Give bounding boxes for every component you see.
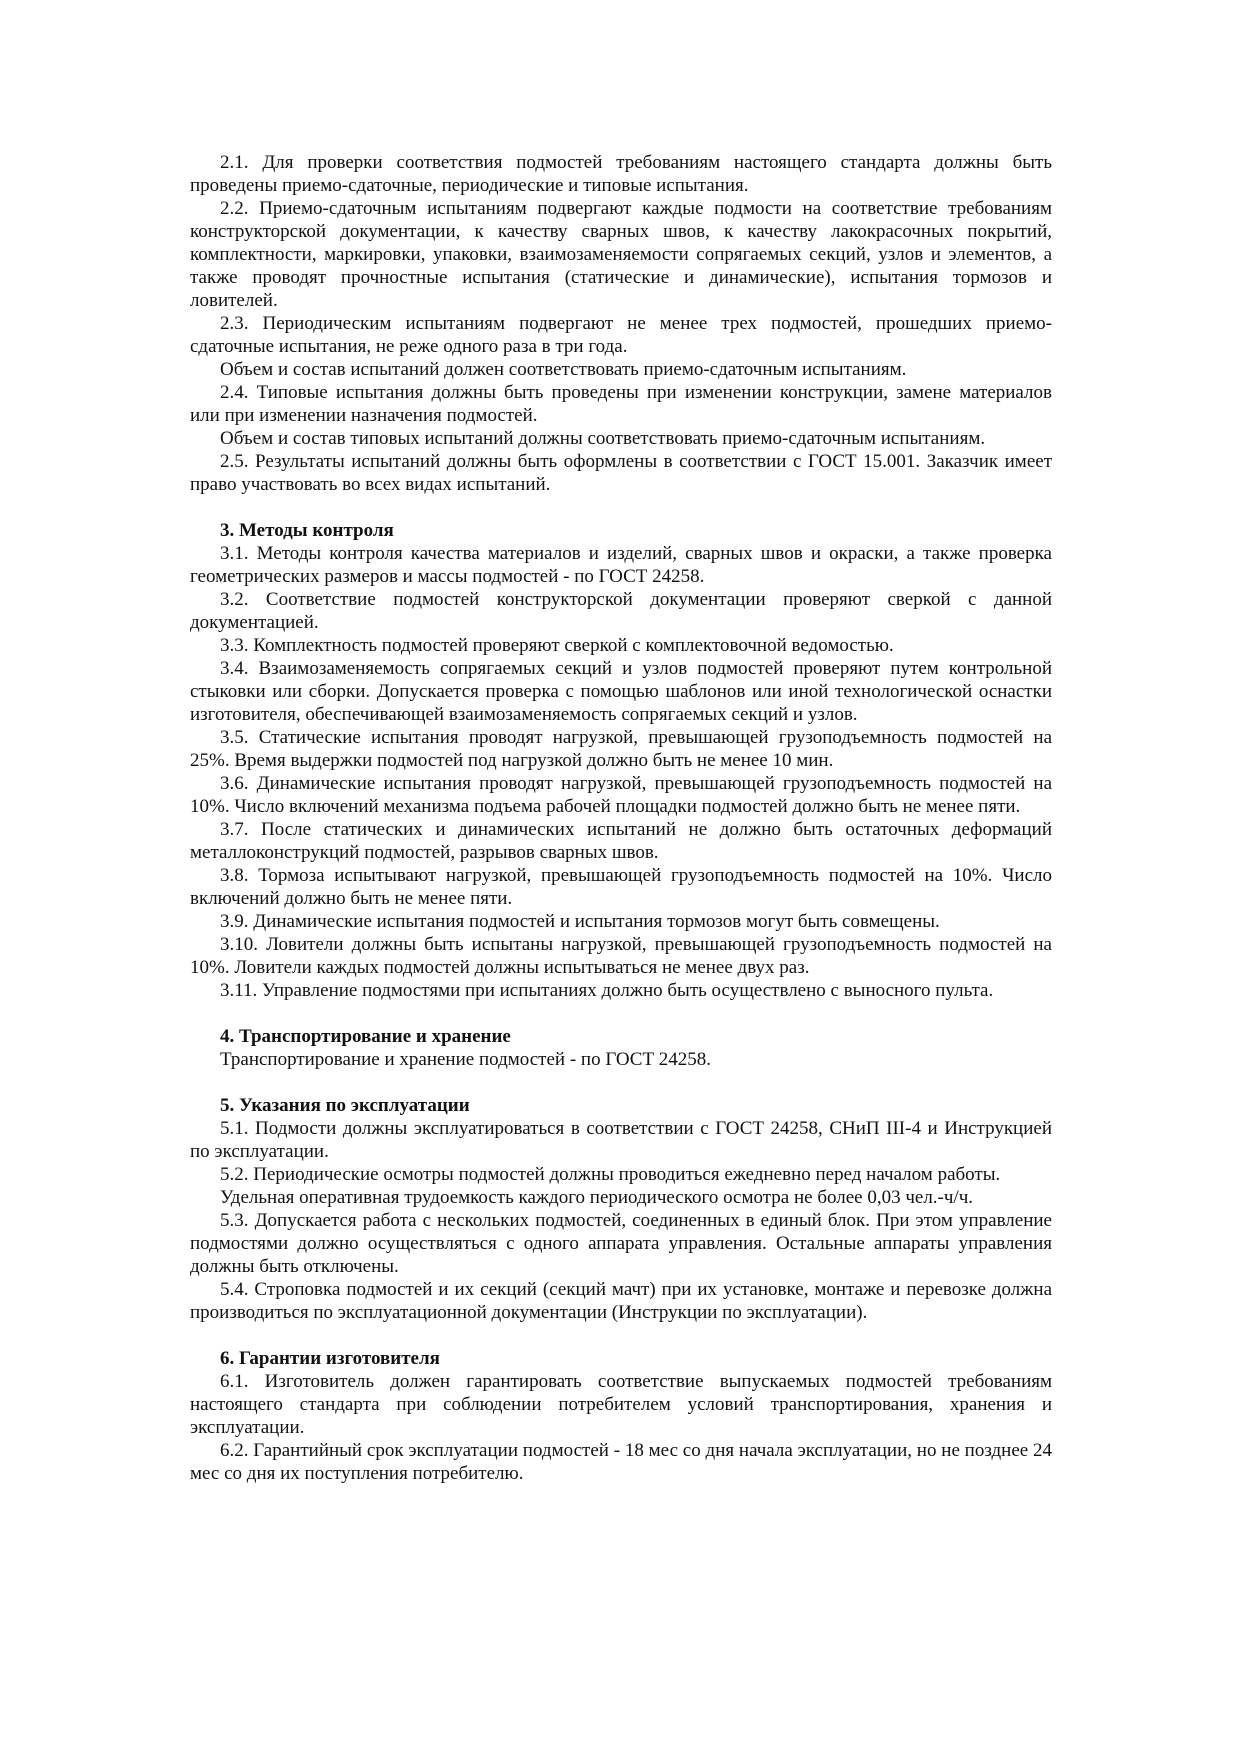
section-2 — [190, 151, 1052, 496]
paragraph-2-3-scope: Объем и состав испытаний должен соответствовать приемо-сдаточным испытаниям. — [220, 359, 907, 380]
paragraph-2-2: 2.2. Приемо-сдаточным испытаниям подвергают каждые подмости на соответствие требованиям конструкторской документации, к качеству сварных швов, к качеству лакокрасочных покрытий, комплектности, маркировки, упаковки, взаимозаменяемости сопрягаемых секций, узлов и элементов, а также проводят прочностные испытания (статические и динамические), испытания тормозов и ловителей. — [190, 198, 1052, 311]
paragraph-3-10: 3.10. Ловители должны быть испытаны нагрузкой, превышающей грузоподъемность подмостей на 10%. Ловители каждых подмостей должны испытываться не менее двух раз. — [190, 934, 1052, 978]
paragraph-5-2: 5.2. Периодические осмотры подмостей должны проводиться ежедневно перед началом работы. — [220, 1164, 1001, 1185]
section-6 — [190, 1347, 1052, 1485]
paragraph-5-2-norm: Удельная оперативная трудоемкость каждого периодического осмотра не более 0,03 чел.-ч/ч. — [220, 1187, 974, 1208]
document-page — [190, 151, 1052, 1485]
paragraph-3-11: 3.11. Управление подмостями при испытаниях должно быть осуществлено с выносного пульта. — [220, 980, 994, 1001]
paragraph-3-5: 3.5. Статические испытания проводят нагрузкой, превышающей грузоподъемность подмостей на 25%. Время выдержки подмостей под нагрузкой должно быть не менее 10 мин. — [190, 727, 1052, 771]
paragraph-2-4-scope: Объем и состав типовых испытаний должны соответствовать приемо-сдаточным испытаниям. — [220, 428, 986, 449]
paragraph-3-6: 3.6. Динамические испытания проводят нагрузкой, превышающей грузоподъемность подмостей на 10%. Число включений механизма подъема рабочей площадки подмостей должно быть не менее пяти. — [190, 773, 1052, 817]
paragraph-3-2: 3.2. Соответствие подмостей конструкторской документации проверяют сверкой с данной документацией. — [190, 589, 1052, 633]
paragraph-6-1: 6.1. Изготовитель должен гарантировать соответствие выпускаемых подмостей требованиям настоящего стандарта при соблюдении потребителем условий транспортирования, хранения и эксплуатации. — [190, 1371, 1052, 1438]
paragraph-2-5: 2.5. Результаты испытаний должны быть оформлены в соответствии с ГОСТ 15.001. Заказчик имеет право участвовать во всех видах испытаний. — [190, 451, 1052, 495]
paragraph-3-4: 3.4. Взаимозаменяемость сопрягаемых секций и узлов подмостей проверяют путем контрольной стыковки или сборки. Допускается проверка с помощью шаблонов или иной технологической оснастки изготовителя, обеспечивающей взаимозаменяемость сопрягаемых секций и узлов. — [190, 658, 1052, 725]
paragraph-5-1: 5.1. Подмости должны эксплуатироваться в соответствии с ГОСТ 24258, СНиП III-4 и Инструкцией по эксплуатации. — [190, 1118, 1052, 1162]
paragraph-2-3: 2.3. Периодическим испытаниям подвергают не менее трех подмостей, прошедших приемо-сдаточные испытания, не реже одного раза в три года. — [190, 313, 1052, 357]
paragraph-2-4: 2.4. Типовые испытания должны быть проведены при изменении конструкции, замене материалов или при изменении назначения подмостей. — [190, 382, 1052, 426]
section-heading: 4. Транспортирование и хранение — [220, 1026, 511, 1047]
section-5 — [190, 1094, 1052, 1324]
section-heading: 6. Гарантии изготовителя — [220, 1348, 440, 1369]
paragraph-5-4: 5.4. Строповка подмостей и их секций (секций мачт) при их установке, монтаже и перевозке должна производиться по эксплуатационной документации (Инструкции по эксплуатации). — [190, 1279, 1052, 1323]
paragraph-3-3: 3.3. Комплектность подмостей проверяют сверкой с комплектовочной ведомостью. — [220, 635, 894, 656]
paragraph-3-7: 3.7. После статических и динамических испытаний не должно быть остаточных деформаций металлоконструкций подмостей, разрывов сварных швов. — [190, 819, 1052, 863]
section-heading: 3. Методы контроля — [220, 520, 394, 541]
paragraph-3-1: 3.1. Методы контроля качества материалов и изделий, сварных швов и окраски, а также проверка геометрических размеров и массы подмостей - по ГОСТ 24258. — [190, 543, 1052, 587]
paragraph-6-2: 6.2. Гарантийный срок эксплуатации подмостей - 18 мес со дня начала эксплуатации, но не позднее 24 мес со дня их поступления потребителю. — [190, 1440, 1052, 1484]
paragraph-3-9: 3.9. Динамические испытания подмостей и испытания тормозов могут быть совмещены. — [220, 911, 940, 932]
paragraph-5-3: 5.3. Допускается работа с нескольких подмостей, соединенных в единый блок. При этом управление подмостями должно осуществляться с одного аппарата управления. Остальные аппараты управления должны быть отключены. — [190, 1210, 1052, 1277]
paragraph-3-8: 3.8. Тормоза испытывают нагрузкой, превышающей грузоподъемность подмостей на 10%. Число включений должно быть не менее пяти. — [190, 865, 1052, 909]
section-3 — [190, 519, 1052, 1002]
paragraph-2-1: 2.1. Для проверки соответствия подмостей требованиям настоящего стандарта должны быть проведены приемо-сдаточные, периодические и типовые испытания. — [190, 152, 1052, 196]
section-heading: 5. Указания по эксплуатации — [220, 1095, 470, 1116]
paragraph-4-1: Транспортирование и хранение подмостей - по ГОСТ 24258. — [220, 1049, 712, 1070]
section-4 — [190, 1025, 1052, 1071]
